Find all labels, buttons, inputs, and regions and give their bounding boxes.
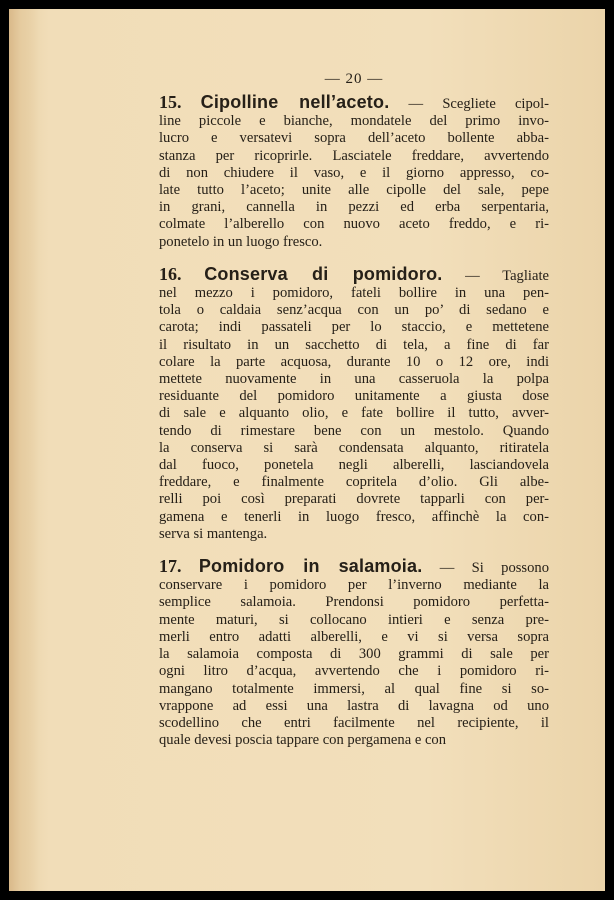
recipe-text-line: in grani, cannella in pezzi ed erba serpentaria, bbox=[159, 199, 549, 216]
recipe-list bbox=[159, 94, 549, 749]
recipe-text: Si possono bbox=[471, 560, 549, 577]
page-number: — 20 — bbox=[324, 71, 384, 87]
recipe-text-line: merli entro adatti alberelli, e vi si versa sopra bbox=[159, 628, 549, 645]
page-gutter-shadow bbox=[9, 9, 39, 891]
recipe-text-line: conservare i pomidoro per l’inverno mediante la bbox=[159, 577, 549, 594]
recipe-text-line: la conserva si sarà condensata alquanto, ritiratela bbox=[159, 439, 549, 456]
recipe-title: Cipolline nell’aceto. bbox=[200, 92, 390, 112]
recipe-text-line: tendo di rimestare bene con un mestolo. Quando bbox=[159, 422, 549, 439]
recipe-text-line: scodellino che entri facilmente nel recipiente, il bbox=[159, 714, 549, 731]
recipe-text-line: late tutto l’aceto; unite alle cipolle del sale, pepe bbox=[159, 182, 549, 199]
recipe-text-line: residuante del pomidoro unitamente a giusta dose bbox=[159, 388, 549, 405]
recipe-text-line: la salamoia composta di 300 grammi di sale per bbox=[159, 646, 549, 663]
recipe-text-line: dal fuoco, ponetela negli alberelli, lasciandovela bbox=[159, 457, 549, 474]
recipe-text-line: quale devesi poscia tappare con pergamena e con bbox=[159, 732, 447, 749]
recipe-text-line: mente maturi, si collocano intieri e senza pre- bbox=[159, 611, 549, 628]
recipe-text-line: stanza per ricoprirle. Lasciatele freddare, avvertendo bbox=[159, 147, 549, 164]
page-content bbox=[159, 71, 549, 749]
recipe-text-line: nel mezzo i pomidoro, fateli bollire in una pen- bbox=[159, 285, 549, 302]
recipe-text-line: mangano totalmente immersi, al qual fine si so- bbox=[159, 680, 549, 697]
recipe-title: Pomidoro in salamoia. bbox=[198, 556, 423, 577]
recipe-text-line: lucro e versatevi sopra dell’aceto bollente abba- bbox=[159, 130, 549, 147]
recipe-dash: — bbox=[442, 267, 503, 284]
recipe-heading-line bbox=[159, 263, 549, 285]
recipe-heading-line bbox=[159, 558, 549, 577]
recipe-text-line: di sale e alquanto olio, e fate bollire il tutto, avver- bbox=[159, 405, 549, 422]
recipe-number: 16. bbox=[159, 263, 182, 284]
book-page bbox=[9, 9, 605, 891]
recipe-heading-line bbox=[159, 94, 549, 113]
recipe-text: Tagliate bbox=[502, 267, 549, 284]
recipe-text-line: serva si mantenga. bbox=[159, 525, 268, 542]
recipe-entry bbox=[159, 263, 549, 543]
recipe-entry bbox=[159, 94, 549, 251]
recipe-entry bbox=[159, 558, 549, 749]
recipe-text-line: colmate l’alberello con nuovo aceto freddo, e ri- bbox=[159, 216, 549, 233]
recipe-text-line: gamena e tenerli in luogo fresco, affinchè la con- bbox=[159, 508, 549, 525]
recipe-text-line: tola o caldaia senz’acqua con un po’ di sedano e bbox=[159, 302, 549, 319]
recipe-text-line: ogni litro d’acqua, avvertendo che i pomidoro ri- bbox=[159, 663, 549, 680]
recipe-text-line: semplice salamoia. Prendonsi pomidoro perfetta- bbox=[159, 594, 549, 611]
recipe-text: Scegliete cipol- bbox=[442, 96, 549, 112]
recipe-text-line: line piccole e bianche, mondatele del primo invo- bbox=[159, 113, 549, 130]
recipe-text-line: vrappone ad essi una lastra di lavagna od uno bbox=[159, 697, 549, 714]
recipe-text-line: freddare, e finalmente copritela d’olio. Gli albe- bbox=[159, 474, 549, 491]
recipe-text-line: il risultato in un sacchetto di tela, a fine di far bbox=[159, 336, 549, 353]
recipe-text-line: colare la parte acquosa, durante 10 o 12 ore, indi bbox=[159, 353, 549, 370]
recipe-number: 17. bbox=[159, 556, 182, 577]
recipe-number: 15. bbox=[159, 92, 182, 112]
recipe-text-line: di non chiudere il vaso, e il giorno appresso, co- bbox=[159, 164, 549, 181]
recipe-dash: — bbox=[389, 96, 443, 112]
recipe-dash: — bbox=[422, 560, 472, 577]
recipe-title: Conserva di pomidoro. bbox=[204, 263, 443, 284]
recipe-text-line: ponetelo in un luogo fresco. bbox=[159, 233, 323, 250]
recipe-text-line: mettete nuovamente in una casseruola la polpa bbox=[159, 371, 549, 388]
recipe-text-line: carota; indi passateli per lo staccio, e mettetene bbox=[159, 319, 549, 336]
recipe-text-line: relli poi così preparati dovrete tapparli con per- bbox=[159, 491, 549, 508]
